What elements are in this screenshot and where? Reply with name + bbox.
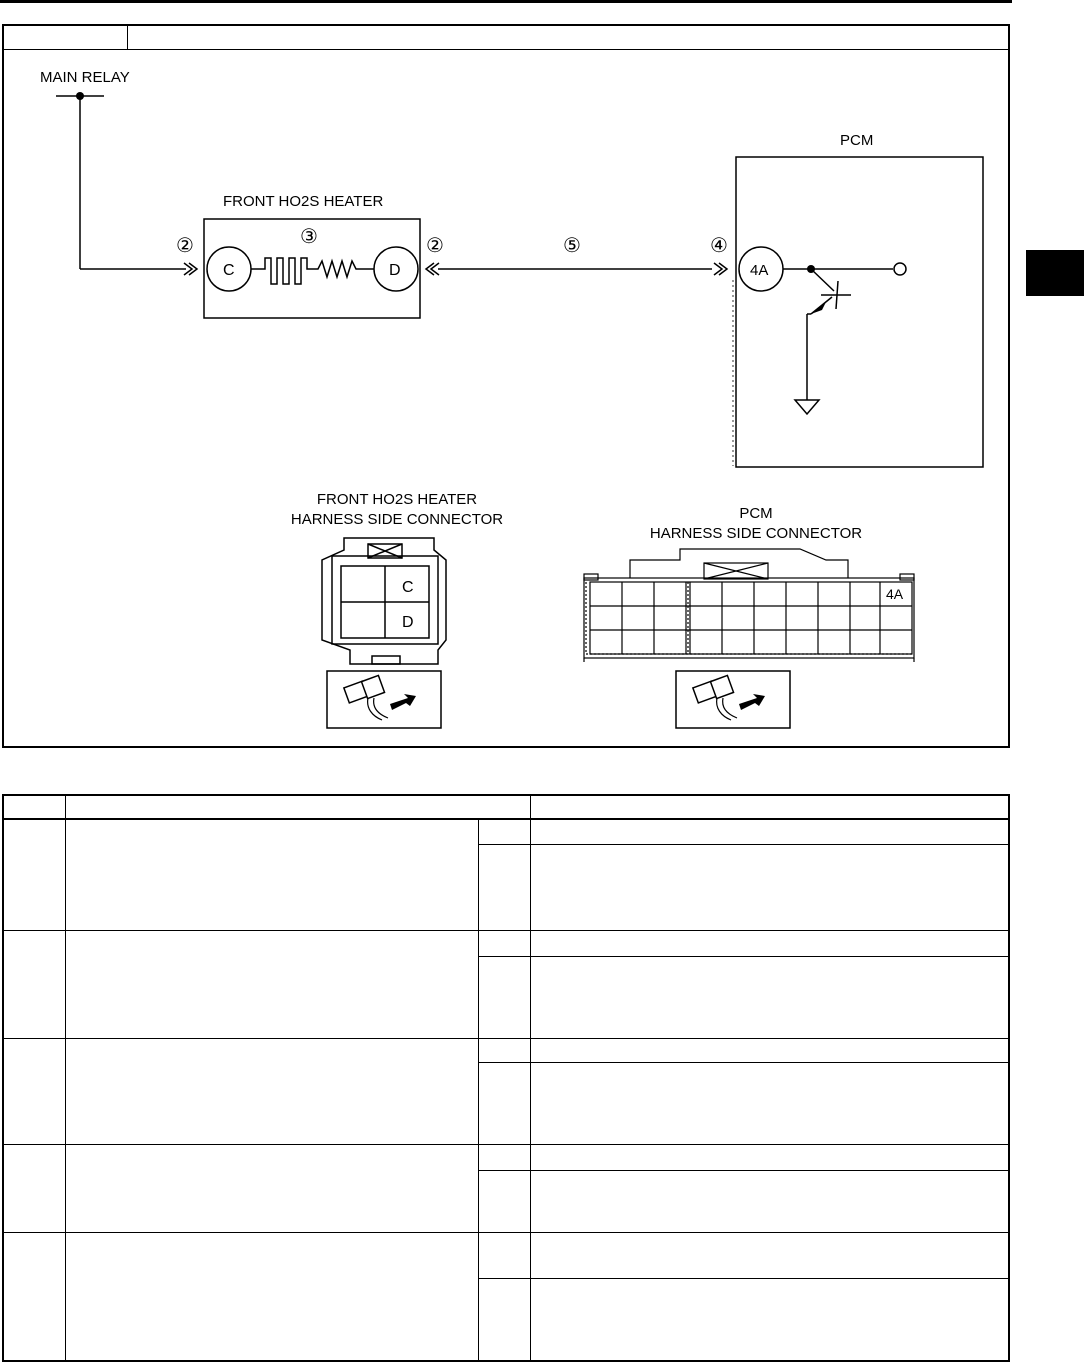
- callout-3: ③: [300, 226, 318, 248]
- table-row-rule: [4, 1232, 1008, 1233]
- pcm-connector-face: [584, 549, 914, 662]
- pcm-label: PCM: [840, 132, 874, 149]
- main-relay-label: MAIN RELAY: [40, 69, 130, 86]
- pin-c-label: C: [223, 262, 235, 279]
- table-row-rule: [4, 930, 1008, 931]
- pin-4a-label: 4A: [750, 262, 769, 279]
- connector-plug-icon: [327, 671, 441, 728]
- front-heater-label: FRONT HO2S HEATER: [223, 193, 384, 210]
- pcm-connector-title-2: HARNESS SIDE CONNECTOR: [649, 525, 863, 542]
- callout-2-right: ②: [426, 235, 444, 257]
- heater-connector-title-1: FRONT HO2S HEATER: [316, 491, 478, 508]
- table-row-rule: [478, 956, 1008, 957]
- table-header-rule: [4, 818, 1008, 820]
- table-col-rule-header: [530, 796, 531, 820]
- heater-connector-title-2: HARNESS SIDE CONNECTOR: [290, 511, 504, 528]
- table-col-rule-step: [65, 796, 66, 1360]
- diagnostic-steps-table: [2, 794, 1010, 1362]
- callout-4: ④: [710, 235, 728, 257]
- table-row-rule: [478, 1278, 1008, 1279]
- table-row-rule: [4, 1144, 1008, 1145]
- table-row-rule: [4, 1038, 1008, 1039]
- heater-connector-face: [322, 538, 446, 664]
- pcm-connector-title-1: PCM: [739, 505, 773, 522]
- table-row-rule: [478, 844, 1008, 845]
- pin-d-label: D: [389, 262, 401, 279]
- table-col-rule-result: [530, 820, 531, 1360]
- heater-connector-pin-d: D: [402, 614, 414, 631]
- table-row-rule: [478, 1170, 1008, 1171]
- connector-plug-icon: [676, 671, 790, 728]
- pcm-connector-pin-4a: 4A: [886, 586, 904, 602]
- heater-connector-pin-c: C: [402, 579, 414, 596]
- callout-5: ⑤: [563, 235, 581, 257]
- table-row-rule: [478, 1062, 1008, 1063]
- callout-2-left: ②: [176, 235, 194, 257]
- table-col-rule-inspection: [478, 820, 479, 1360]
